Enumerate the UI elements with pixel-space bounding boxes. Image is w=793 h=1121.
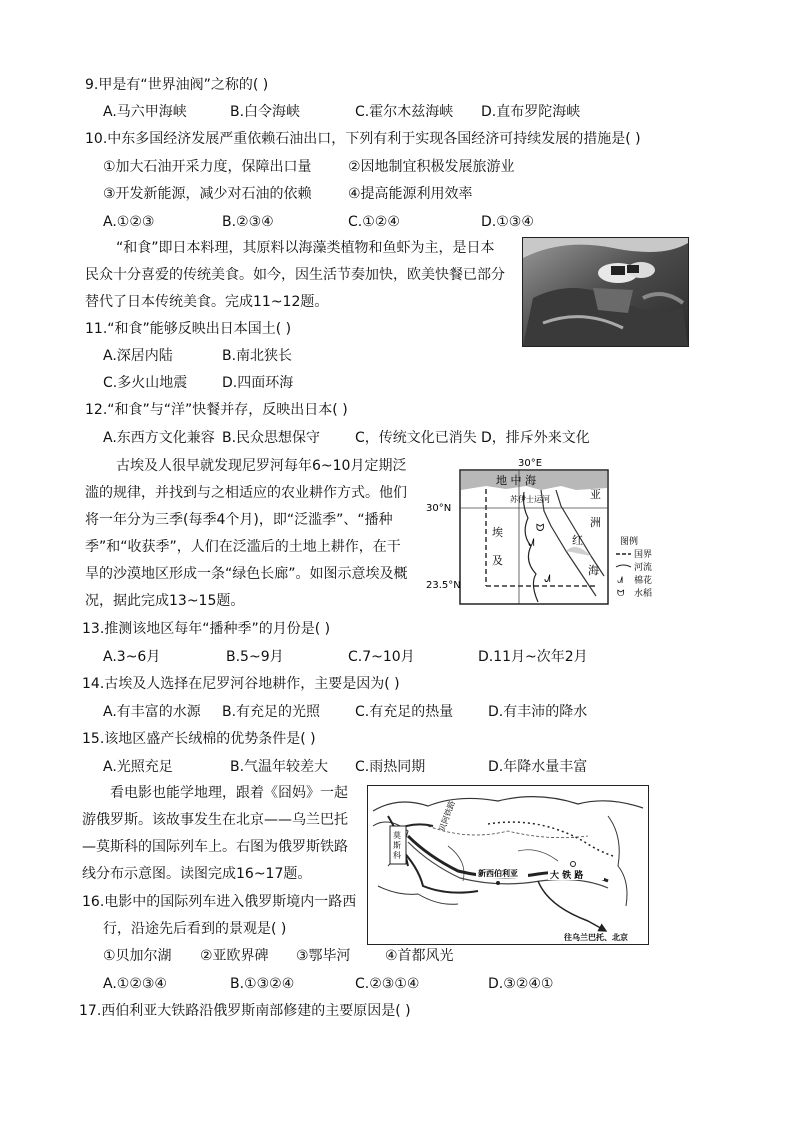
passage3-line1: 看电影也能学地理，跟着《囧妈》一起	[110, 785, 348, 801]
legend-cotton-icon: ᗂ	[617, 576, 623, 586]
q9-option-c: C.霍尔木兹海峡	[355, 104, 454, 120]
q15-stem: 15.该地区盛产长绒棉的优势条件是( )	[82, 731, 316, 747]
egypt-label-1: 埃	[492, 526, 503, 539]
q10-option-c: C.①②④	[348, 214, 400, 230]
canal-label: 苏伊士运河	[510, 495, 550, 504]
q11-option-a: A.深居内陆	[103, 348, 173, 364]
bam-railway	[488, 822, 613, 856]
legend-rice: 水稻	[634, 589, 653, 599]
q11-stem: 11.“和食”能够反映出日本国土( )	[85, 321, 292, 337]
bam-label: 贝阿铁路	[437, 799, 457, 833]
passage2-line4: 季”和“收获季”，人们在泛滥后的土地上耕作，在干	[85, 539, 401, 555]
moscow-label-1: 莫	[393, 831, 401, 840]
cotton-icon: ᗂ	[528, 538, 535, 549]
q12-stem: 12.“和食”与“洋”快餐并存，反映出日本( )	[85, 402, 348, 418]
q10-stem: 10.中东多国经济发展严重依赖石油出口，下列有利于实现各国经济可持续发展的措施是( )	[85, 131, 641, 147]
q9-option-a: A.马六甲海峡	[103, 104, 187, 120]
q14-option-c: C.有充足的热量	[355, 704, 454, 720]
q16-stem-line1: 16.电影中的国际列车进入俄罗斯境内一路西	[82, 894, 357, 910]
great-railway-label: 大 铁 路	[550, 871, 584, 881]
q10-option-d: D.①③④	[481, 214, 534, 230]
washoku-photo	[522, 237, 689, 347]
legend-river: 河流	[634, 563, 653, 573]
q14-option-d: D.有丰沛的降水	[488, 704, 588, 720]
russia-railway-map	[367, 785, 649, 945]
q10-item-3: ③开发新能源，减少对石油的依赖	[103, 186, 312, 202]
q11-option-b: B.南北狭长	[222, 348, 293, 364]
passage3-line4: 线分布示意图。读图完成16~17题。	[82, 866, 312, 882]
passage2-line6: 况，据此完成13~15题。	[85, 593, 245, 609]
passage1-line3: 替代了日本传统美食。完成11~12题。	[85, 294, 329, 310]
q12-option-d: D，排斥外来文化	[481, 430, 590, 446]
egypt-map	[426, 456, 696, 610]
q10-item-4: ④提高能源利用效率	[348, 186, 473, 202]
q10-item-1: ①加大石油开采力度，保障出口量	[103, 159, 312, 175]
red-sea-label-1: 红	[572, 534, 583, 547]
red-sea-label-2: 海	[588, 564, 599, 577]
q14-option-a: A.有丰富的水源	[103, 704, 201, 720]
q16-option-d: D.③②④①	[488, 976, 554, 992]
route-to-beijing	[538, 881, 606, 931]
legend-border: 国界	[634, 550, 653, 560]
passage2-line3: 将一年分为三季(每季4个月)，即“泛滥季”、“播种	[85, 512, 393, 528]
moscow-label-2: 斯	[393, 841, 401, 850]
q13-option-c: C.7~10月	[348, 649, 415, 665]
asia-label-1: 亚	[590, 488, 601, 501]
q13-option-d: D.11月~次年2月	[478, 649, 588, 665]
q14-stem: 14.古埃及人选择在尼罗河谷地耕作，主要是因为( )	[82, 676, 400, 692]
q16-item-3: ③鄂毕河	[296, 948, 351, 964]
q15-option-c: C.雨热同期	[355, 759, 426, 775]
moscow-label-3: 科	[393, 851, 401, 860]
egypt-label-2: 及	[492, 554, 503, 567]
q14-option-b: B.有充足的光照	[222, 704, 321, 720]
asia-label-2: 洲	[590, 516, 601, 529]
q16-option-b: B.①③②④	[230, 976, 295, 992]
lat-30n: 30°N	[426, 503, 452, 514]
q13-option-b: B.5~9月	[226, 649, 284, 665]
q12-option-a: A.东西方文化兼容	[103, 430, 215, 446]
passage1-line1: “和食”即日本料理，其原料以海藻类植物和鱼虾为主，是日本	[116, 240, 495, 256]
passage1-line2: 民众十分喜爱的传统美食。如今，因生活节奏加快，欧美快餐已部分	[85, 267, 505, 283]
novosibirsk-label: 新西伯利亚	[478, 869, 518, 878]
legend-rice-icon: ᗢ	[617, 589, 625, 599]
q13-stem: 13.推测该地区每年“播种季”的月份是( )	[82, 621, 331, 637]
q9-option-d: D.直布罗陀海峡	[481, 104, 581, 120]
q15-option-b: B.气温年较差大	[230, 759, 329, 775]
q10-option-b: B.②③④	[222, 214, 274, 230]
q15-option-a: A.光照充足	[103, 759, 173, 775]
q11-option-d: D.四面环海	[222, 375, 294, 391]
lat-235n: 23.5°N	[426, 580, 461, 591]
q9-stem: 9.甲是有“世界油阀”之称的( )	[85, 77, 269, 93]
sea-label: 地 中 海	[496, 474, 536, 487]
passage2-line2: 滥的规律，并找到与之相适应的农业耕作方式。他们	[85, 485, 407, 501]
rice-icon: ᗢ	[536, 523, 545, 534]
passage2-line5: 旱的沙漠地区形成一条“绿色长廊”。如图示意埃及概	[85, 566, 408, 582]
q15-option-d: D.年降水量丰富	[488, 759, 588, 775]
q17-stem: 17.西伯利亚大铁路沿俄罗斯南部修建的主要原因是( )	[79, 1003, 411, 1019]
q10-item-2: ②因地制宜积极发展旅游业	[348, 159, 515, 175]
q12-option-c: C，传统文化已消失	[355, 430, 477, 446]
q9-option-b: B.白令海峡	[230, 104, 301, 120]
route-label: 往乌兰巴托、北京	[564, 933, 628, 942]
passage3-line3: —莫斯科的国际列车上。右图为俄罗斯铁路	[82, 839, 348, 855]
legend-title: 图例	[620, 537, 639, 547]
q12-option-b: B.民众思想保守	[222, 430, 321, 446]
q16-item-1: ①贝加尔湖	[103, 948, 172, 964]
lon-30e: 30°E	[518, 458, 543, 469]
q16-item-4: ④首都风光	[385, 948, 454, 964]
q10-option-a: A.①②③	[103, 214, 155, 230]
q16-option-c: C.②③①④	[355, 976, 420, 992]
q16-item-2: ②亚欧界碑	[200, 948, 269, 964]
q13-option-a: A.3~6月	[103, 649, 161, 665]
q11-option-c: C.多火山地震	[103, 375, 188, 391]
q16-option-a: A.①②③④	[103, 976, 167, 992]
passage3-line2: 游俄罗斯。该故事发生在北京——乌兰巴托	[82, 812, 348, 828]
legend-cotton: 棉花	[634, 576, 653, 586]
cotton-icon-2: ᗂ	[544, 574, 551, 585]
q16-stem-line2: 行，沿途先后看到的景观是( )	[103, 921, 287, 937]
passage2-line1: 古埃及人很早就发现尼罗河每年6~10月定期泛	[116, 458, 407, 474]
